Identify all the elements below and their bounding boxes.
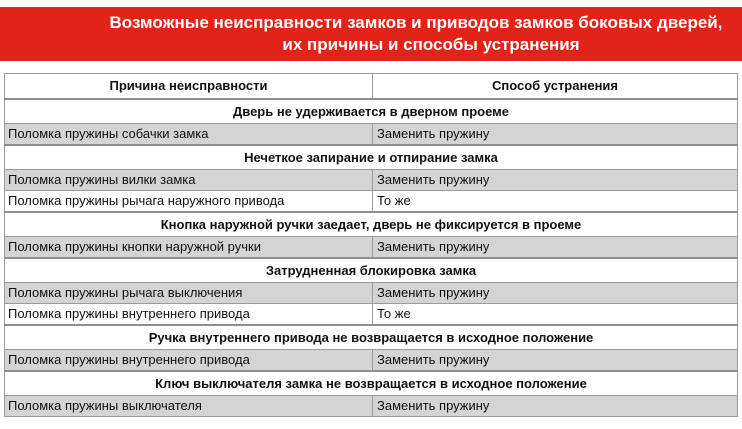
fix-cell: Заменить пружину xyxy=(373,170,738,191)
group-title: Кнопка наружной ручки заедает, дверь не фиксируется в проеме xyxy=(5,212,738,237)
table-row xyxy=(5,191,738,213)
fix-cell: Заменить пружину xyxy=(373,350,738,372)
title-line-2: их причины и способы устранения xyxy=(282,35,580,54)
group-title: Затрудненная блокировка замка xyxy=(5,258,738,283)
group-header xyxy=(5,212,738,237)
faults-table xyxy=(4,73,738,417)
cause-cell: Поломка пружины внутреннего привода xyxy=(5,304,373,326)
column-header-fix: Способ устранения xyxy=(373,74,738,100)
table-row xyxy=(5,124,738,146)
group-title: Ключ выключателя замка не возвращается в исходное положение xyxy=(5,371,738,396)
fix-cell: То же xyxy=(373,304,738,326)
table-row xyxy=(5,304,738,326)
table-header-row xyxy=(5,74,738,100)
group-title: Ручка внутреннего привода не возвращается в исходное положение xyxy=(5,325,738,350)
group-title: Дверь не удерживается в дверном проеме xyxy=(5,99,738,124)
table-row xyxy=(5,396,738,417)
fix-cell: То же xyxy=(373,191,738,213)
table-row xyxy=(5,237,738,259)
group-header xyxy=(5,325,738,350)
group-header xyxy=(5,145,738,170)
column-header-cause: Причина неисправности xyxy=(5,74,373,100)
table-row xyxy=(5,350,738,372)
cause-cell: Поломка пружины внутреннего привода xyxy=(5,350,373,372)
table-row xyxy=(5,283,738,304)
fix-cell: Заменить пружину xyxy=(373,124,738,146)
cause-cell: Поломка пружины рычага выключения xyxy=(5,283,373,304)
cause-cell: Поломка пружины выключателя xyxy=(5,396,373,417)
group-header xyxy=(5,99,738,124)
cause-cell: Поломка пружины кнопки наружной ручки xyxy=(5,237,373,259)
fix-cell: Заменить пружину xyxy=(373,237,738,259)
title-line-1: Возможные неисправности замков и приводов замков боковых дверей, xyxy=(109,13,723,32)
cause-cell: Поломка пружины вилки замка xyxy=(5,170,373,191)
fix-cell: Заменить пружину xyxy=(373,396,738,417)
fix-cell: Заменить пружину xyxy=(373,283,738,304)
group-header xyxy=(5,258,738,283)
title-banner xyxy=(0,7,742,61)
cause-cell: Поломка пружины собачки замка xyxy=(5,124,373,146)
cause-cell: Поломка пружины рычага наружного привода xyxy=(5,191,373,213)
table-row xyxy=(5,170,738,191)
group-header xyxy=(5,371,738,396)
group-title: Нечеткое запирание и отпирание замка xyxy=(5,145,738,170)
